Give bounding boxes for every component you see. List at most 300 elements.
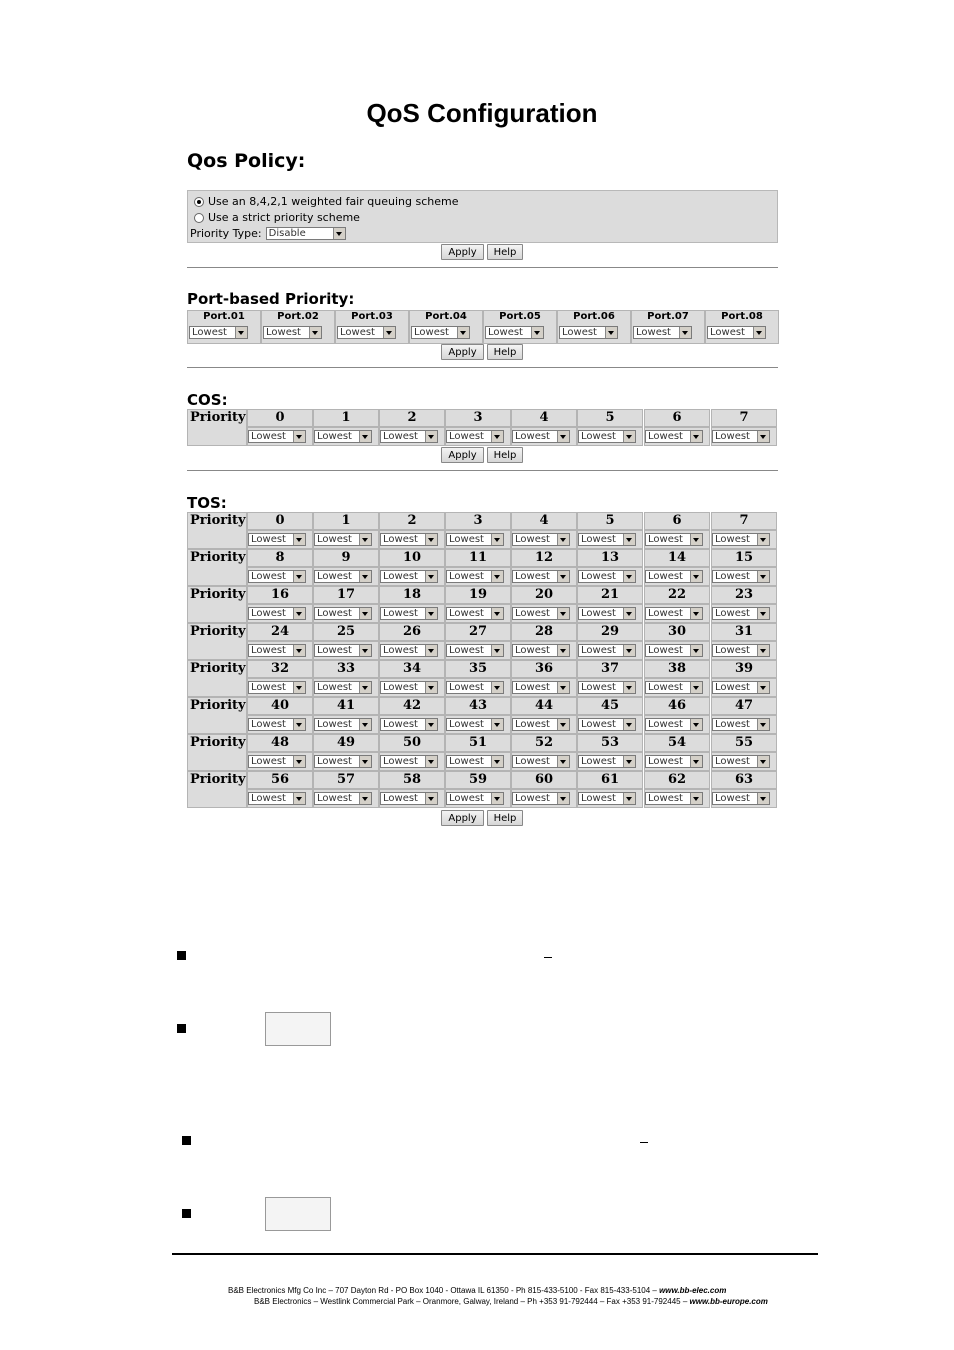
priority-select[interactable] [485,326,544,339]
priority-value: Lowest [581,431,616,442]
priority-value: Lowest [515,431,550,442]
priority-value: Lowest [581,682,616,693]
priority-level: 10 [402,550,422,565]
chevron-down-icon[interactable] [293,682,305,693]
priority-select[interactable] [380,644,438,657]
priority-value: Lowest [515,645,550,656]
chevron-down-icon[interactable] [425,431,437,442]
priority-select[interactable] [578,718,636,731]
chevron-down-icon[interactable] [757,793,769,804]
priority-select[interactable] [512,533,570,546]
priority-value: Lowest [449,793,484,804]
chevron-down-icon[interactable] [757,431,769,442]
priority-value: Lowest [449,645,484,656]
priority-select[interactable] [314,681,372,694]
chevron-down-icon[interactable] [757,682,769,693]
priority-level: 6 [672,410,682,425]
chevron-down-icon[interactable] [557,534,569,545]
port-help-button[interactable]: Help [487,344,523,360]
priority-value: Lowest [581,793,616,804]
priority-select[interactable] [337,326,396,339]
priority-select[interactable] [446,644,504,657]
priority-value: Lowest [648,608,683,619]
priority-level: 55 [734,735,754,750]
chevron-down-icon[interactable] [623,571,635,582]
priority-level: 29 [600,624,620,639]
priority-level: 8 [275,550,285,565]
chevron-down-icon[interactable] [359,571,371,582]
priority-value: Lowest [515,756,550,767]
strict-priority-option[interactable] [194,211,360,224]
priority-select[interactable] [712,570,770,583]
priority-level: 0 [275,410,285,425]
priority-level: 38 [667,661,687,676]
priority-type-value: Disable [268,228,306,239]
port-header: Port.03 [351,311,393,322]
chevron-down-icon[interactable] [623,756,635,767]
priority-level: 43 [468,698,488,713]
tos-apply-button[interactable]: Apply [441,810,484,826]
priority-value: Lowest [383,756,418,767]
chevron-down-icon[interactable] [425,571,437,582]
chevron-down-icon[interactable] [491,645,503,656]
chevron-down-icon[interactable] [690,571,702,582]
priority-select[interactable] [707,326,766,339]
priority-select[interactable] [380,570,438,583]
priority-row-label: Priority [190,513,246,528]
chevron-down-icon[interactable] [623,431,635,442]
priority-select[interactable] [578,607,636,620]
priority-select[interactable] [578,570,636,583]
priority-select[interactable] [645,792,703,805]
priority-level: 9 [341,550,351,565]
chevron-down-icon[interactable] [557,793,569,804]
chevron-down-icon[interactable] [491,793,503,804]
chevron-down-icon[interactable] [757,719,769,730]
priority-select[interactable] [248,792,306,805]
priority-select[interactable] [314,644,372,657]
priority-value: Lowest [251,645,286,656]
priority-level: 57 [336,772,356,787]
priority-select[interactable] [712,718,770,731]
priority-row-label: Priority [190,410,246,425]
chevron-down-icon[interactable] [425,645,437,656]
priority-value: Lowest [715,719,750,730]
priority-value: Lowest [581,571,616,582]
chevron-down-icon[interactable] [623,534,635,545]
priority-level: 13 [600,550,620,565]
chevron-down-icon[interactable] [359,608,371,619]
priority-select[interactable] [248,755,306,768]
priority-select[interactable] [578,755,636,768]
priority-select[interactable] [512,755,570,768]
priority-select[interactable] [645,533,703,546]
chevron-down-icon[interactable] [491,431,503,442]
chevron-down-icon[interactable] [359,756,371,767]
priority-select[interactable] [314,430,372,443]
priority-value: Lowest [648,571,683,582]
priority-select[interactable] [512,718,570,731]
policy-help-button[interactable]: Help [487,244,523,260]
priority-select[interactable] [578,681,636,694]
chevron-down-icon[interactable] [293,756,305,767]
priority-select[interactable] [512,681,570,694]
priority-value: Lowest [383,431,418,442]
dash-mark [544,957,552,958]
priority-level: 33 [336,661,356,676]
priority-value: Lowest [317,756,352,767]
chevron-down-icon[interactable] [309,327,321,338]
priority-select[interactable] [645,607,703,620]
chevron-down-icon[interactable] [757,571,769,582]
priority-select[interactable] [578,430,636,443]
priority-select[interactable] [380,607,438,620]
priority-select[interactable] [263,326,322,339]
priority-level: 26 [402,624,422,639]
chevron-down-icon[interactable] [457,327,469,338]
priority-value: Lowest [317,719,352,730]
priority-value: Lowest [636,327,671,338]
priority-level: 50 [402,735,422,750]
priority-value: Lowest [383,571,418,582]
chevron-down-icon[interactable] [690,756,702,767]
chevron-down-icon[interactable] [690,431,702,442]
chevron-down-icon[interactable] [757,756,769,767]
priority-select[interactable] [645,681,703,694]
chevron-down-icon[interactable] [557,756,569,767]
priority-select[interactable] [446,533,504,546]
priority-value: Lowest [251,608,286,619]
priority-level: 7 [739,410,749,425]
priority-select[interactable] [712,430,770,443]
tos-help-button[interactable]: Help [487,810,523,826]
priority-value: Lowest [251,793,286,804]
chevron-down-icon[interactable] [623,645,635,656]
chevron-down-icon[interactable] [293,571,305,582]
priority-level: 15 [734,550,754,565]
port-header: Port.07 [647,311,689,322]
priority-select[interactable] [446,570,504,583]
priority-select[interactable] [512,644,570,657]
priority-level: 5 [605,513,615,528]
chevron-down-icon[interactable] [491,756,503,767]
footer-link-us[interactable]: www.bb-elec.com [659,1286,727,1295]
cos-title: COS: [187,391,228,409]
priority-select[interactable] [645,755,703,768]
priority-select[interactable] [446,681,504,694]
priority-level: 27 [468,624,488,639]
chevron-down-icon[interactable] [690,793,702,804]
priority-select[interactable] [314,718,372,731]
priority-level: 1 [341,410,351,425]
priority-value: Lowest [317,571,352,582]
chevron-down-icon[interactable] [359,793,371,804]
chevron-down-icon[interactable] [690,534,702,545]
priority-value: Lowest [581,534,616,545]
bullet-icon [182,1136,191,1145]
chevron-down-icon[interactable] [425,682,437,693]
priority-level: 54 [667,735,687,750]
chevron-down-icon[interactable] [293,534,305,545]
cos-apply-button[interactable]: Apply [441,447,484,463]
priority-select[interactable] [446,607,504,620]
port-header: Port.06 [573,311,615,322]
chevron-down-icon[interactable] [425,534,437,545]
priority-select[interactable] [248,430,306,443]
chevron-down-icon[interactable] [531,327,543,338]
chevron-down-icon[interactable] [235,327,247,338]
priority-select[interactable] [314,607,372,620]
priority-level: 2 [407,513,417,528]
priority-select[interactable] [446,792,504,805]
priority-value: Lowest [383,645,418,656]
priority-select[interactable] [645,718,703,731]
priority-value: Lowest [383,719,418,730]
cos-help-button[interactable]: Help [487,447,523,463]
priority-select[interactable] [512,607,570,620]
footer-rule [172,1253,818,1255]
divider [187,267,778,268]
chevron-down-icon[interactable] [757,534,769,545]
priority-value: Lowest [340,327,375,338]
priority-value: Lowest [581,645,616,656]
chevron-down-icon[interactable] [623,682,635,693]
chevron-down-icon[interactable] [557,431,569,442]
chevron-down-icon[interactable] [679,327,691,338]
priority-select[interactable] [578,533,636,546]
priority-select[interactable] [314,792,372,805]
priority-select[interactable] [578,792,636,805]
chevron-down-icon[interactable] [757,645,769,656]
chevron-down-icon[interactable] [605,327,617,338]
port-header: Port.04 [425,311,467,322]
chevron-down-icon[interactable] [757,608,769,619]
port-header: Port.05 [499,311,541,322]
priority-level: 11 [468,550,488,565]
priority-level: 21 [600,587,620,602]
chevron-down-icon[interactable] [557,571,569,582]
priority-level: 47 [734,698,754,713]
priority-select[interactable] [314,533,372,546]
priority-value: Lowest [251,571,286,582]
priority-select[interactable] [380,792,438,805]
priority-level: 12 [534,550,554,565]
chevron-down-icon[interactable] [491,534,503,545]
priority-level: 23 [734,587,754,602]
policy-apply-button[interactable]: Apply [441,244,484,260]
priority-value: Lowest [648,645,683,656]
chevron-down-icon[interactable] [557,682,569,693]
footer-line-2 [254,1297,768,1306]
priority-level: 30 [667,624,687,639]
chevron-down-icon[interactable] [293,793,305,804]
priority-level: 63 [734,772,754,787]
priority-level: 62 [667,772,687,787]
priority-level: 24 [270,624,290,639]
priority-value: Lowest [251,756,286,767]
priority-value: Lowest [515,682,550,693]
chevron-down-icon[interactable] [359,534,371,545]
priority-level: 53 [600,735,620,750]
priority-level: 44 [534,698,554,713]
priority-select[interactable] [712,792,770,805]
chevron-down-icon[interactable] [293,431,305,442]
chevron-down-icon[interactable] [359,645,371,656]
priority-select[interactable] [712,681,770,694]
priority-select[interactable] [411,326,470,339]
port-header: Port.01 [203,311,245,322]
priority-value: Lowest [317,431,352,442]
footer-line-1 [228,1286,726,1295]
priority-select[interactable] [645,430,703,443]
priority-select[interactable] [380,755,438,768]
chevron-down-icon[interactable] [753,327,765,338]
priority-select[interactable] [512,430,570,443]
priority-value: Lowest [449,756,484,767]
priority-value: Lowest [515,719,550,730]
priority-row-label: Priority [190,624,246,639]
priority-value: Lowest [648,534,683,545]
priority-select[interactable] [248,681,306,694]
priority-select[interactable] [645,644,703,657]
divider [187,367,778,368]
chevron-down-icon[interactable] [623,608,635,619]
priority-select[interactable] [712,607,770,620]
dash-mark [640,1142,648,1143]
priority-row-label: Priority [190,772,246,787]
chevron-down-icon[interactable] [690,608,702,619]
priority-select[interactable] [446,718,504,731]
priority-select[interactable] [712,644,770,657]
chevron-down-icon[interactable] [425,793,437,804]
priority-value: Lowest [715,534,750,545]
weighted-queuing-option[interactable] [194,195,458,208]
priority-select[interactable] [645,570,703,583]
priority-type-label: Priority Type: [190,227,262,240]
priority-level: 41 [336,698,356,713]
priority-select[interactable] [314,570,372,583]
footer-line-1-text: B&B Electronics Mfg Co Inc – 707 Dayton Rd - PO Box 1040 - Ottawa IL 61350 - Ph 815-433-5100 - Fax 815-433-5104 – [228,1286,660,1295]
priority-row-label: Priority [190,735,246,750]
priority-level: 36 [534,661,554,676]
priority-select[interactable] [314,755,372,768]
chevron-down-icon[interactable] [690,682,702,693]
priority-value: Lowest [383,608,418,619]
priority-level: 37 [600,661,620,676]
priority-select[interactable] [248,533,306,546]
chevron-down-icon[interactable] [383,327,395,338]
chevron-down-icon[interactable] [623,793,635,804]
priority-select[interactable] [446,430,504,443]
priority-select[interactable] [380,681,438,694]
priority-value: Lowest [266,327,301,338]
port-apply-button[interactable]: Apply [441,344,484,360]
chevron-down-icon[interactable] [293,719,305,730]
priority-select[interactable] [512,792,570,805]
priority-value: Lowest [449,431,484,442]
priority-value: Lowest [715,645,750,656]
radio-selected-icon[interactable] [194,197,204,207]
chevron-down-icon[interactable] [491,719,503,730]
priority-level: 0 [275,513,285,528]
chevron-down-icon[interactable] [690,645,702,656]
priority-select[interactable] [559,326,618,339]
priority-select[interactable] [248,570,306,583]
chevron-down-icon[interactable] [359,719,371,730]
priority-level: 42 [402,698,422,713]
strict-priority-label: Use a strict priority scheme [208,211,360,224]
chevron-down-icon[interactable] [557,719,569,730]
chevron-down-icon[interactable] [690,719,702,730]
priority-value: Lowest [383,793,418,804]
priority-value: Lowest [648,719,683,730]
priority-select[interactable] [712,755,770,768]
priority-value: Lowest [317,682,352,693]
chevron-down-icon[interactable] [425,719,437,730]
priority-select[interactable] [380,718,438,731]
priority-level: 61 [600,772,620,787]
priority-select[interactable] [446,755,504,768]
chevron-down-icon[interactable] [425,608,437,619]
priority-value: Lowest [449,534,484,545]
chevron-down-icon[interactable] [623,719,635,730]
priority-value: Lowest [581,756,616,767]
priority-value: Lowest [581,719,616,730]
priority-level: 6 [672,513,682,528]
priority-select[interactable] [248,644,306,657]
chevron-down-icon[interactable] [293,645,305,656]
priority-level: 17 [336,587,356,602]
radio-unselected-icon[interactable] [194,213,204,223]
priority-select[interactable] [633,326,692,339]
priority-level: 52 [534,735,554,750]
priority-level: 25 [336,624,356,639]
priority-value: Lowest [715,756,750,767]
priority-select[interactable] [248,718,306,731]
chevron-down-icon[interactable] [491,571,503,582]
priority-level: 45 [600,698,620,713]
chevron-down-icon[interactable] [425,756,437,767]
chevron-down-icon[interactable] [557,608,569,619]
priority-level: 3 [473,513,483,528]
priority-level: 14 [667,550,687,565]
priority-select[interactable] [380,430,438,443]
priority-value: Lowest [648,682,683,693]
priority-value: Lowest [251,431,286,442]
priority-select[interactable] [189,326,248,339]
footer-link-europe[interactable]: www.bb-europe.com [689,1297,768,1306]
priority-type-select[interactable] [266,227,346,240]
priority-select[interactable] [512,570,570,583]
chevron-down-icon[interactable] [491,608,503,619]
chevron-down-icon[interactable] [359,682,371,693]
priority-select[interactable] [712,533,770,546]
priority-value: Lowest [251,534,286,545]
priority-select[interactable] [578,644,636,657]
chevron-down-icon[interactable] [491,682,503,693]
chevron-down-icon[interactable] [333,228,345,239]
priority-value: Lowest [715,431,750,442]
port-header: Port.02 [277,311,319,322]
chevron-down-icon[interactable] [359,431,371,442]
priority-value: Lowest [648,756,683,767]
priority-select[interactable] [380,533,438,546]
chevron-down-icon[interactable] [557,645,569,656]
priority-value: Lowest [581,608,616,619]
priority-level: 51 [468,735,488,750]
chevron-down-icon[interactable] [293,608,305,619]
priority-select[interactable] [248,607,306,620]
